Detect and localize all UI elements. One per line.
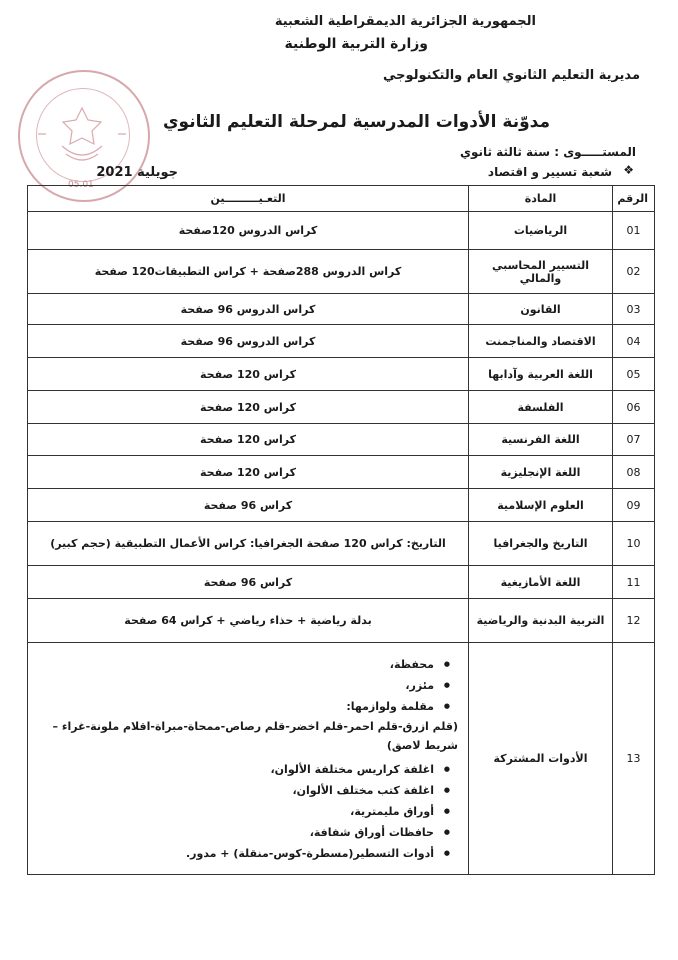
row-number: 13 (613, 643, 655, 875)
table-row-common-supplies (28, 643, 655, 875)
table-row (28, 599, 655, 643)
level-label: المستـــــوى : سنة ثالثة ثانوي (459, 145, 636, 159)
stamp-date: 05.01 (68, 180, 94, 190)
table-row (28, 489, 655, 522)
supplies-table (27, 185, 655, 875)
row-designation: كراس 96 صفحة (28, 566, 469, 599)
directorate-name: مديرية التعليم الثانوي العام والتكنولوجي (382, 68, 640, 83)
table-row (28, 424, 655, 456)
list-item: ● اغلفة كراريس مختلفة الألوان، (34, 759, 448, 780)
page-title: مدوّنة الأدوات المدرسية لمرحلة التعليم الثانوي (162, 112, 550, 132)
list-item: ● مئزر، (34, 675, 448, 696)
row-number: 07 (613, 424, 655, 456)
row-number: 03 (613, 294, 655, 325)
stream-label: شعبة تسيير و اقتصاد (487, 165, 612, 179)
row-designation: التاريخ: كراس 120 صفحة الجغرافيا: كراس الأعمال التطبيقية (حجم كبير) (28, 522, 469, 566)
date-label: جويلية 2021 (96, 165, 178, 180)
ministry-name: وزارة التربية الوطنية (284, 36, 428, 52)
republic-name: الجمهورية الجزائرية الديمقراطية الشعبية (274, 14, 536, 29)
pencil-case-contents: (قلم ازرق-قلم احمر-قلم اخضر-قلم رصاص-ممحاة-مبراة-اقلام ملونة-غراء – شريط لاصق) (52, 719, 458, 752)
row-number: 02 (613, 250, 655, 294)
table-row (28, 325, 655, 358)
table-row (28, 566, 655, 599)
common-items-top (34, 654, 462, 717)
row-number: 11 (613, 566, 655, 599)
row-subject: الرياضيات (469, 212, 613, 250)
list-item: ● محفظة، (34, 654, 448, 675)
table-row (28, 522, 655, 566)
row-designation: كراس الدروس 288صفحة + كراس التطبيقات120 صفحة (28, 250, 469, 294)
row-designation: كراس 120 صفحة (28, 456, 469, 489)
row-designation: بدلة رياضية + حذاء رياضي + كراس 64 صفحة (28, 599, 469, 643)
row-subject: التربية البدنية والرياضية (469, 599, 613, 643)
row-number: 12 (613, 599, 655, 643)
row-subject: الفلسفة (469, 391, 613, 424)
list-item: ● حافظات أوراق شفافة، (34, 822, 448, 843)
row-designation: كراس 120 صفحة (28, 358, 469, 391)
table-row (28, 294, 655, 325)
row-subject: اللغة الإنجليزية (469, 456, 613, 489)
row-subject: التسيير المحاسبي والمالي (469, 250, 613, 294)
row-subject: الأدوات المشتركة (469, 643, 613, 875)
row-subject: العلوم الإسلامية (469, 489, 613, 522)
row-designation: كراس الدروس 96 صفحة (28, 325, 469, 358)
row-designation: كراس 120 صفحة (28, 391, 469, 424)
row-subject: التاريخ والجغرافيا (469, 522, 613, 566)
row-number: 04 (613, 325, 655, 358)
row-designation: كراس 96 صفحة (28, 489, 469, 522)
row-number: 09 (613, 489, 655, 522)
list-item: ● أوراق مليمترية، (34, 801, 448, 822)
list-item: ● أدوات التسطير(مسطرة-كوس-منقلة) + مدور. (34, 843, 448, 864)
row-designation: كراس الدروس 120صفحة (28, 212, 469, 250)
column-number: الرقم (613, 186, 655, 212)
table-row (28, 250, 655, 294)
row-subject: الاقتصاد والمناجمنت (469, 325, 613, 358)
row-number: 10 (613, 522, 655, 566)
row-number: 06 (613, 391, 655, 424)
column-subject: المادة (469, 186, 613, 212)
row-number: 05 (613, 358, 655, 391)
column-designation: التعـيـــــــــين (28, 186, 469, 212)
table-row (28, 391, 655, 424)
table-row (28, 456, 655, 489)
row-subject: اللغة الفرنسية (469, 424, 613, 456)
row-subject: اللغة العربية وآدابها (469, 358, 613, 391)
row-number: 01 (613, 212, 655, 250)
table-row (28, 358, 655, 391)
table-row (28, 212, 655, 250)
list-item: ● اغلفة كتب مختلف الألوان، (34, 780, 448, 801)
common-items-bottom (34, 759, 462, 864)
row-subject: القانون (469, 294, 613, 325)
table-header-row (28, 186, 655, 212)
row-number: 08 (613, 456, 655, 489)
list-item: ● مقلمة ولوازمها: (34, 696, 448, 717)
common-supplies-list (28, 643, 469, 875)
official-stamp (18, 70, 150, 202)
row-subject: اللغة الأمازيغية (469, 566, 613, 599)
stream-bullet-icon: ❖ (623, 163, 634, 177)
row-designation: كراس الدروس 96 صفحة (28, 294, 469, 325)
row-designation: كراس 120 صفحة (28, 424, 469, 456)
